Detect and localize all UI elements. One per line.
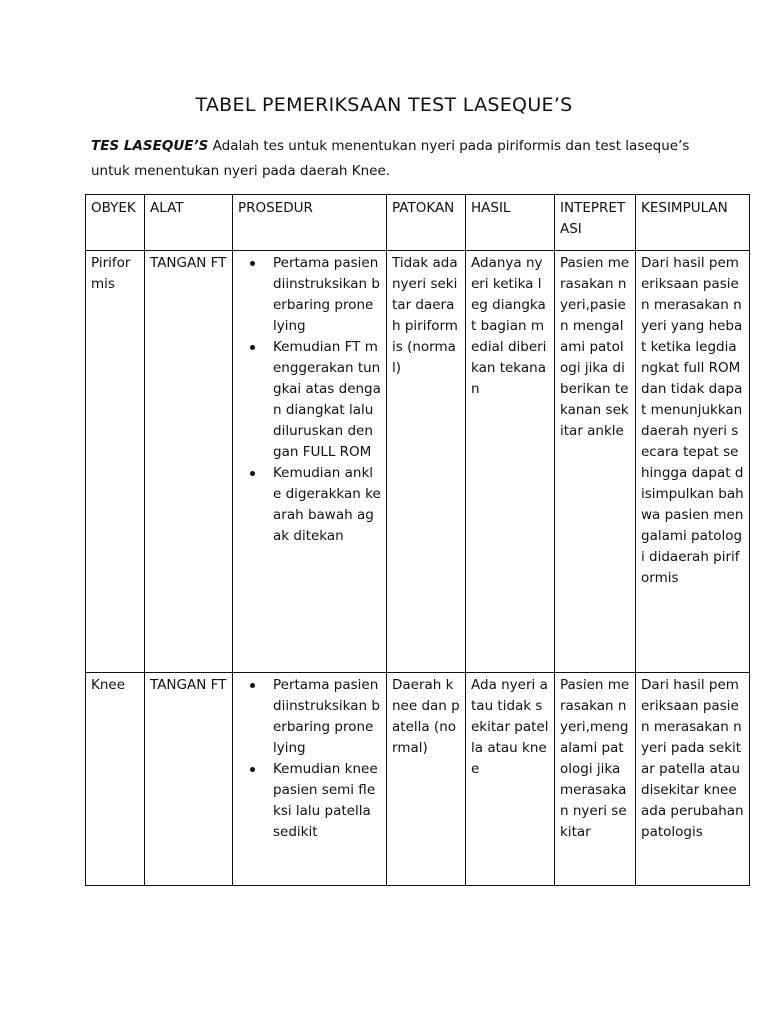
bullet-icon (250, 767, 255, 772)
header-interpretasi: INTEPRETASI (555, 195, 636, 251)
procedure-list (238, 675, 381, 843)
intro-lead: TES LASEQUE’S (91, 138, 209, 154)
intro-paragraph (91, 134, 691, 184)
header-prosedur: PROSEDUR (233, 195, 387, 251)
cell-interpretasi: Pasien merasakan nyeri,pasien mengalami patologi jika diberikan tekanan sekitar ankle (555, 251, 636, 673)
table-row (86, 673, 750, 886)
cell-hasil: Ada nyeri atau tidak sekitar patella atau knee (466, 673, 555, 886)
cell-alat: TANGAN FT (145, 673, 233, 886)
header-alat: ALAT (145, 195, 233, 251)
procedure-step-text: Kemudian knee pasien semi fleksi lalu patella sedikit (273, 761, 378, 840)
procedure-step-text: Pertama pasien diinstruksikan berbaring prone lying (273, 677, 380, 756)
cell-prosedur (233, 673, 387, 886)
procedure-list (238, 253, 381, 547)
intro-text: Adalah tes untuk menentukan nyeri pada piriformis dan test laseque’s untuk menentukan nyeri pada daerah Knee. (91, 138, 690, 179)
procedure-step-text: Pertama pasien diinstruksikan berbaring prone lying (273, 255, 380, 334)
bullet-icon (250, 345, 255, 350)
procedure-step (273, 675, 381, 759)
exam-table (85, 194, 750, 886)
header-patokan: PATOKAN (387, 195, 466, 251)
procedure-step (273, 463, 381, 547)
header-hasil: HASIL (466, 195, 555, 251)
procedure-step (273, 759, 381, 843)
table-header-row (86, 195, 750, 251)
bullet-icon (250, 471, 255, 476)
cell-obyek: Piriformis (86, 251, 145, 673)
cell-interpretasi: Pasien merasakan nyeri,mengalami patologi jika merasakan nyeri sekitar (555, 673, 636, 886)
procedure-step-text: Kemudian ankle digerakkan kearah bawah agak ditekan (273, 465, 381, 544)
procedure-step (273, 253, 381, 337)
cell-kesimpulan: Dari hasil pemeriksaan pasien merasakan nyeri pada sekitar patella atau disekitar knee ada perubahan patologis (636, 673, 750, 886)
bullet-icon (250, 683, 255, 688)
cell-kesimpulan: Dari hasil pemeriksaan pasien merasakan nyeri yang hebat ketika legdiangkat full ROM dan tidak dapat menunjukkan daerah nyeri secara tepat sehingga dapat disimpulkan bahwa pasien mengalami patologi didaerah piriformis (636, 251, 750, 673)
cell-patokan: Tidak ada nyeri sekitar daerah piriformis (normal) (387, 251, 466, 673)
header-obyek: OBYEK (86, 195, 145, 251)
cell-prosedur (233, 251, 387, 673)
cell-alat: TANGAN FT (145, 251, 233, 673)
bullet-icon (250, 261, 255, 266)
procedure-step-text: Kemudian FT menggerakan tungkai atas dengan diangkat lalu diluruskan dengan FULL ROM (273, 339, 381, 460)
cell-obyek: Knee (86, 673, 145, 886)
procedure-step (273, 337, 381, 463)
cell-hasil: Adanya nyeri ketika leg diangkat bagian medial diberikan tekanan (466, 251, 555, 673)
header-kesimpulan: KESIMPULAN (636, 195, 750, 251)
page-title: TABEL PEMERIKSAAN TEST LASEQUE’S (195, 94, 573, 116)
table-row (86, 251, 750, 673)
cell-patokan: Daerah knee dan patella (normal) (387, 673, 466, 886)
